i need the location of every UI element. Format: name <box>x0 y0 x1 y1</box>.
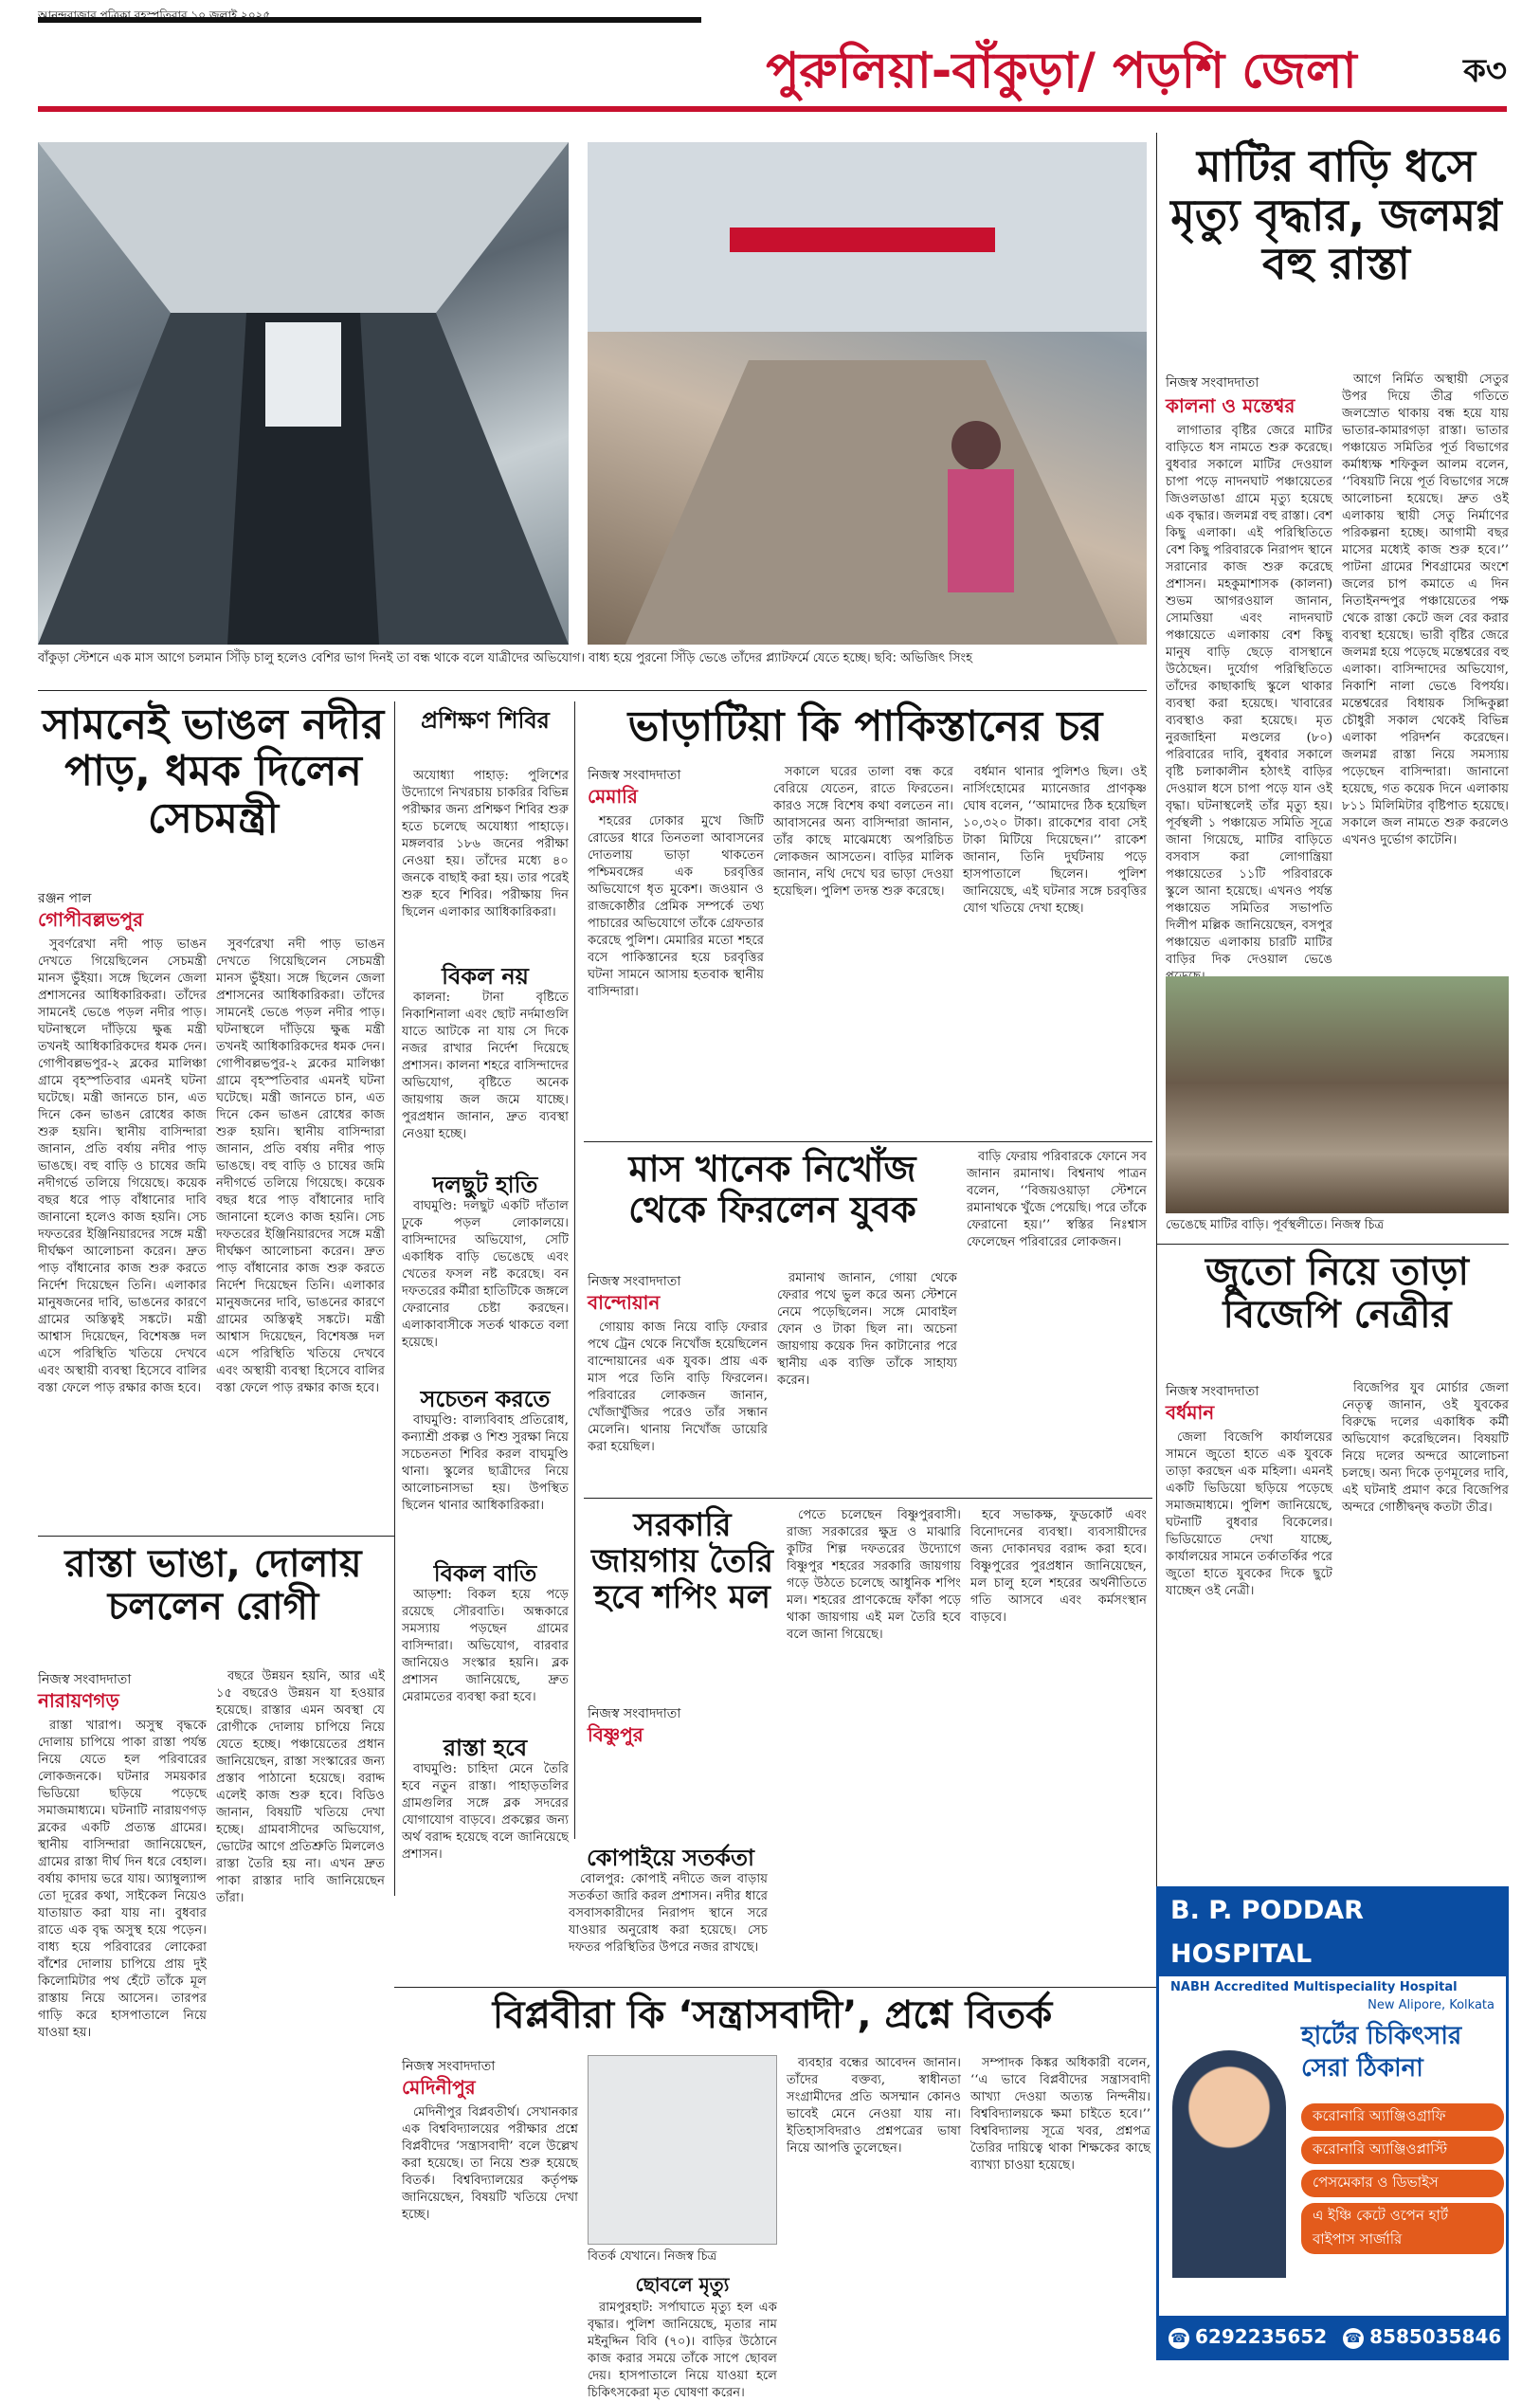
bikol-noy-brief <box>402 990 569 1166</box>
elephant-kicker: দলছুট হাতি <box>432 1172 538 1198</box>
mall-byline: নিজস্ব সংবাদদাতা <box>588 1706 681 1721</box>
mud-house-text2: আগে নির্মিত অস্থায়ী সেতুর উপর দিয়ে তীব্র গতিতে জলস্রোত থাকায় বন্ধ হয়ে যায় ভাতার-কামারগড়া রাস্তা। ভাতার পঞ্চায়েত সমিতির পূর্ত বিভাগের কর্মাধ্যক্ষ শফিকুল আলম বলেন, ‘‘বিষয়টি নিয়ে পূর্ত বিভাগের সঙ্গে আলোচনা হয়েছে। দ্রুত ওই এলাকায় স্থায়ী সেতু নির্মাণের পরিকল্পনা হচ্ছে। আগামী বছর মাসের মধ্যেই কাজ শুরু হবে।’’ পাটনা গ্রামের শিবগ্রামের অংশে জলের চাপ কমাতে এ দিন নিতাইনন্দপুর পঞ্চায়েতের পক্ষ থেকে রাস্তা কেটে জল বের করার ব্যবস্থা হয়েছে। ভারী বৃষ্টির জেরে জলমগ্ন হয়ে পড়েছে মন্তেশ্বরের বহু এলাকা। বাসিন্দাদের অভিযোগ, নিকাশি নালা ভেঙে বিপর্যয়। মন্তেশ্বরের বিধায়ক সিদ্দিকুল্লা চৌধুরী সকাল থেকেই বিভিন্ন এলাকা পরিদর্শন করেছেন। জলমগ্ন রাস্তা নিয়ে সমস্যায় পড়েছেন বাসিন্দারা। জানানো হয়েছে, গত কয়েক দিনে এলাকায় ৮১১ মিলিমিটার বৃষ্টিপাত হয়েছে। সকালে জল নামতে শুরু করলেও এখনও দুর্ভোগ কাটেনি। <box>1342 373 1509 847</box>
mall-dateline: বিষ্ণুপুর <box>588 1723 643 1746</box>
death-text: রামপুরহাট: সর্পাঘাতে মৃত্যু হল এক বৃদ্ধার। পুলিশ জানিয়েছে, মৃতার নাম মইনুদ্দিন বিবি (৭০)। বাড়ির উঠোনে কাজ করার সময়ে তাঁকে সাপে ছোবল দেয়। হাসপাতালে নিয়ে যাওয়া হলে চিকিৎসকেরা মৃত ঘোষণা করেন। <box>588 2301 777 2400</box>
revolutionary-dateline: মেদিনীপুর <box>402 2076 476 2099</box>
bikol-bati-brief <box>402 1587 569 1729</box>
phone-icon: ☎ <box>1169 2328 1189 2349</box>
kopai-text: বোলপুর: কোপাই নদীতে জল বাড়ায় সতর্কতা জারি করল প্রশাসন। নদীর ধারে বসবাসকারীদের নিরাপদ স্থানে সরে যাওয়ার অনুরোধ করা হয়েছে। সেচ দফতর পরিস্থিতির উপরে নজর রাখছে। <box>569 1872 768 1955</box>
revolutionary-col1 <box>402 2104 578 2362</box>
ad-service: এ ইঞ্চি কেটে ওপেন হার্ট বাইপাস সার্জারি <box>1301 2203 1504 2254</box>
phone-icon: ☎ <box>1343 2328 1364 2349</box>
mall-text1: পেতে চলেছেন বিষ্ণুপুরবাসী। রাজ্য সরকারের ক্ষুদ্র ও মাঝারি কুটির শিল্প দফতরের উদ্যোগে বিষ্ণুপুর শহরের সরকারি জায়গায় গড়ে উঠতে চলেছে আধুনিক শপিং মল। শহরের প্রাণকেন্দ্রে ফাঁকা পড়ে থাকা জায়গায় এই মল তৈরি হবে বলে জানা গিয়েছে। <box>787 1508 961 1642</box>
column-divider <box>394 701 395 1896</box>
awareness-brief <box>402 1412 569 1555</box>
mud-house-col2 <box>1342 372 1509 954</box>
missing-dateline: বান্দোয়ান <box>588 1291 661 1314</box>
river-headline: সামনেই ভাঙল নদীর পাড়, ধমক দিলেন সেচমন্ত্রী <box>42 701 385 843</box>
ad-service: করোনারি অ্যাঞ্জিওপ্লাস্টি <box>1301 2137 1504 2164</box>
revolutionary-headline: বিপ্লবীরা কি ‘সন্ত্রাসবাদী’, প্রশ্নে বিতর্ক <box>492 1993 1053 2037</box>
new-road-text: বাঘমুণ্ডি: চাহিদা মেনে তৈরি হবে নতুন রাস্তা। পাহাড়তলির গ্রামগুলির সঙ্গে ব্লক সদরের যোগাযোগ বাড়বে। প্রকল্পের জন্য অর্থ বরাদ্দ হয়েছে বলে জানিয়েছে প্রশাসন। <box>402 1762 569 1862</box>
revolutionary-byline: নিজস্ব সংবাদদাতা <box>402 2059 496 2074</box>
revolutionary-photo-caption: বিতর্ক যেখানে। নিজস্ব চিত্র <box>588 2249 717 2264</box>
ad-phone1[interactable]: 6292235652 <box>1195 2325 1328 2348</box>
collapsed-house-photo <box>1166 976 1509 1213</box>
ad-tagline: হার্টের চিকিৎসার সেরা ঠিকানা <box>1301 2022 1462 2083</box>
river-dateline: গোপীবল্লভপুর <box>38 908 144 931</box>
pakistan-text1: শহরের ঢোকার মুখে জিটি রোডের ধারে তিনতলা আবাসনের দোতলায় ভাড়া থাকতেন পশ্চিমবঙ্গের এক চরবৃত্তির অভিযোগে ধৃত মুকেশ। জওয়ান ও রাজকোষ্ঠীর প্রেমিক সম্পর্কে তথ্য পাচারের অভিযোগে তাঁকে গ্রেফতার করেছে পুলিশ। মেমারির মতো শহরে বসে পাকিস্তানের হয়ে চরবৃত্তির ঘটনা সামনে আসায় হতবাক স্থানীয় বাসিন্দারা। <box>588 814 764 999</box>
pakistan-dateline: মেমারি <box>588 785 638 808</box>
ad-service: পেসমেকার ও ডিভাইস <box>1301 2170 1504 2197</box>
ad-phone2[interactable]: 8585035846 <box>1369 2325 1502 2348</box>
ad-location: New Alipore, Kolkata <box>1368 1998 1495 2012</box>
bjp-headline: জুতো নিয়ে তাড়া বিজেপি নেত্রীর <box>1205 1250 1470 1337</box>
mud-house-headline: মাটির বাড়ি ধসে মৃত্যু বৃদ্ধার, জলমগ্ন বহু রাস্তা <box>1170 140 1502 290</box>
pakistan-col1 <box>588 813 764 1136</box>
road-headline: রাস্তা ভাঙা, দোলায় চললেন রোগী <box>64 1542 362 1629</box>
river-col1 <box>38 937 207 1526</box>
awareness-text: বাঘমুণ্ডি: বাল্যবিবাহ প্রতিরোধ, কন্যাশ্রী প্রকল্প ও শিশু সুরক্ষা নিয়ে সচেতনতা শিবির করল বাঘমুণ্ডি থানা। স্কুলের ছাত্রীদের নিয়ে আলোচনাসভা হয়। উপস্থিত ছিলেন থানার আধিকারিকরা। <box>402 1413 569 1513</box>
awareness-kicker: সচেতন করতে <box>420 1386 551 1412</box>
missing-text3: বাড়ি ফেরায় পরিবারকে ফোনে সব জানান রমানাথ। বিশ্বনাথ পাত্রন বলেন, ‘‘বিজয়ওয়াড়া স্টেশনে রমানাথকে খুঁজে পেয়েছি। পরে তাঁকে ফেরানো হয়।’’ স্বস্তির নিঃশ্বাস ফেলেছেন পরিবারের লোকজন। <box>967 1150 1147 1249</box>
training-brief <box>402 768 569 957</box>
missing-headline: মাস খানেক নিখোঁজ থেকে ফিরলেন যুবক <box>628 1148 916 1230</box>
mall-headline: সরকারি জায়গায় তৈরি হবে শপিং মল <box>590 1506 773 1617</box>
river-text-cont: সুবর্ণরেখা নদী পাড় ভাঙন দেখতে গিয়েছিলেন সেচমন্ত্রী মানস ভুঁইয়া। সঙ্গে ছিলেন জেলা প্রশাসনের আধিকারিকরা। তাঁদের সামনেই ভেঙে পড়ল নদীর পাড়। ঘটনাস্থলে দাঁড়িয়ে ক্ষুব্ধ মন্ত্রী তখনই আধিকারিকদের ধমক দেন। গোপীবল্লভপুর-২ ব্লকের মালিঞ্চা গ্রামে বৃহস্পতিবার এমনই ঘটনা ঘটেছে। মন্ত্রী জানতে চান, এত দিনে কেন ভাঙন রোধের কাজ শুরু হয়নি। স্থানীয় বাসিন্দারা জানান, প্রতি বর্ষায় নদীর পাড় ভাঙছে। বহু বাড়ি ও চাষের জমি নদীগর্ভে তলিয়ে গিয়েছে। কয়েক বছর ধরে পাড় বাঁধানোর দাবি জানানো হলেও কাজ হয়নি। সেচ দফতরের ইঞ্জিনিয়ারদের সঙ্গে মন্ত্রী দীর্ঘক্ষণ আলোচনা করেন। দ্রুত পাড় বাঁধানোর কাজ শুরু করতে নির্দেশ দিয়েছেন তিনি। এলাকার মানুষজনের দাবি, ভাঙনের কারণে গ্রামের অস্তিত্বই সঙ্কটে। মন্ত্রী আশ্বাস দিয়েছেন, বিশেষজ্ঞ দল এসে পরিস্থিতি খতিয়ে দেখবে এবং অস্থায়ী ব্যবস্থা হিসেবে বালির বস্তা ফেলে পাড় রক্ষার কাজ হবে। <box>216 937 385 1395</box>
divider <box>38 1536 394 1537</box>
escalator-illustration <box>38 142 569 645</box>
training-text: অযোধ্যা পাহাড়: পুলিশের উদ্যোগে নিখরচায় চাকরির বিভিন্ন পরীক্ষার জন্য প্রশিক্ষণ শিবির শুরু হতে চলেছে অযোধ্যা পাহাড়ে। মঙ্গলবার ১৮৬ জনের পরীক্ষা নেওয়া হয়। তাঁদের মধ্যে ৪০ জনকে বাছাই করা হয়। তার পরেই শুরু হবে শিবির। পরীক্ষায় দিন ছিলেন এলাকার আধিকারিকরা। <box>402 769 569 919</box>
pakistan-text3: বর্ধমান থানার পুলিশও ছিল। ওই নার্সিংহোমের ম্যানেজার প্রাণকৃষ্ণ ঘোষ বলেন, ‘‘আমাদের ঠিক হয়েছিল ১০,৩২০ টাকা। রাকেশের বাবা সেই টাকা মিটিয়ে দিয়েছেন।’’ রাকেশ জানান, তিনি দুর্ঘটনায় পড়ে হাসপাতালে ছিলেন। পুলিশ জানিয়েছে, এই ঘটনার সঙ্গে চরবৃত্তির যোগ খতিয়ে দেখা হচ্ছে। <box>963 765 1147 916</box>
bjp-text2: বিজেপির যুব মোর্চার জেলা নেতৃত্ব জানান, ওই যুবকের বিরুদ্ধে দলের একাধিক কর্মী অভিযোগ করেছিলেন। বিষয়টি নিয়ে দলের অন্দরে আলোচনা চলছে। অন্য দিকে তৃণমূলের দাবি, এই ঘটনাই প্রমাণ করে বিজেপির অন্দরে গোষ্ঠীদ্বন্দ্ব কতটা তীব্র। <box>1342 1381 1509 1515</box>
pakistan-col2 <box>773 764 953 1136</box>
river-byline: রঞ্জন পাল <box>38 891 92 906</box>
stairs-illustration <box>588 142 1147 645</box>
new-road-kicker: রাস্তা হবে <box>443 1735 528 1761</box>
page-title: পুরুলিয়া-বাঁকুড়া/ পড়শি জেলা <box>766 43 1357 100</box>
revolutionary-col2 <box>787 2055 961 2362</box>
road-text2: বছরে উন্নয়ন হয়নি, আর এই ১৫ বছরেও উন্নয়ন যা হওয়ার হয়েছে। রাস্তার এমন অবস্থা যে রোগীকে দোলায় চাপিয়ে নিয়ে যেতে হচ্ছে। পঞ্চায়েতের প্রধান জানিয়েছেন, রাস্তা সংস্কারের জন্য প্রস্তাব পাঠানো হয়েছে। বরাদ্দ এলেই কাজ শুরু হবে। বিডিও জানান, বিষয়টি খতিয়ে দেখা হচ্ছে। গ্রামবাসীদের অভিযোগ, ভোটের আগে প্রতিশ্রুতি মিললেও রাস্তা তৈরি হয় না। এখন দ্রুত পাকা রাস্তার দাবি জানিয়েছেন তাঁরা। <box>216 1669 385 1905</box>
divider <box>38 690 1147 691</box>
revolutionary-text3: সম্পাদক কিঙ্কর অধিকারী বলেন, ‘‘এ ভাবে বিপ্লবীদের সন্ত্রাসবাদী আখ্যা দেওয়া অত্যন্ত নিন্দনীয়। বিশ্ববিদ্যালয়কে ক্ষমা চাইতে হবে।’’ বিশ্ববিদ্যালয় সূত্রে খবর, প্রশ্নপত্র তৈরির দায়িত্বে থাকা শিক্ষকের কাছে ব্যাখ্যা চাওয়া হয়েছে। <box>970 2056 1150 2173</box>
ad-hospital-name: B. P. PODDAR HOSPITAL <box>1159 1889 1506 1976</box>
bjp-byline: নিজস্ব সংবাদদাতা <box>1166 1384 1259 1399</box>
column-divider <box>574 701 575 1839</box>
pakistan-text2: সকালে ঘরের তালা বন্ধ করে বেরিয়ে যেতেন, রাতে ফিরতেন। কারও সঙ্গে বিশেষ কথা বলতেন না। আবাসনের অন্য বাসিন্দারা জানান, তাঁর কাছে মাঝেমধ্যে অপরিচিত লোকজন আসতেন। বাড়ির মালিক জানান, নথি দেখে ঘর ভাড়া দেওয়া হয়েছিল। পুলিশ তদন্ত শুরু করেছে। <box>773 765 953 899</box>
missing-col2 <box>777 1270 957 1490</box>
road-col2 <box>216 1668 385 2362</box>
masthead-dateline: আনন্দবাজার পত্রিকা বৃহস্পতিবার ১০ জুলাই ২০২৫ <box>38 9 271 22</box>
escalator-photo <box>38 142 569 645</box>
masthead-rule <box>38 106 1507 112</box>
mall-col2 <box>970 1507 1147 1829</box>
elephant-brief <box>402 1198 569 1380</box>
pakistan-headline: ভাড়াটিয়া কি পাকিস্তানের চর <box>627 702 1103 751</box>
divider <box>584 1498 1152 1499</box>
death-brief <box>588 2300 777 2400</box>
elephant-text: বাঘমুণ্ডি: দলছুট একটি দাঁতাল ঢুকে পড়ল লোকালয়ে। বাসিন্দাদের অভিযোগ, সেটি একাধিক বাড়ি ভেঙেছে এবং খেতের ফসল নষ্ট করেছে। বন দফতরের কর্মীরা হাতিটিকে জঙ্গলে ফেরানোর চেষ্টা করছেন। এলাকাবাসীকে সতর্ক থাকতে বলা হয়েছে। <box>402 1199 569 1350</box>
divider <box>584 1141 1152 1142</box>
mud-house-text1: লাগাতার বৃষ্টির জেরে মাটির বাড়িতে ধস নামতে শুরু করেছে। বুধবার সকালে মাটির দেওয়াল চাপা পড়ে নাদনঘাট পঞ্চায়েতের জিওলডাঙা গ্রামে মৃত্যু হয়েছে এক বৃদ্ধার। জলমগ্ন বহু রাস্তা। বেশ কিছু এলাকা। এই পরিস্থিতিতে বেশ কিছু পরিবারকে নিরাপদ স্থানে সরানোর কাজ শুরু করেছে প্রশাসন। মহকুমাশাসক (কালনা) শুভম আগরওয়াল জানান, সোমত্তিয়া এবং নাদনঘাট পঞ্চায়েতে এলাকায় বেশ কিছু মানুষ বাড়ি ছেড়ে বাসস্থানে উঠেছেন। দুর্যোগ পরিস্থিতিতে তাঁদের কাছাকাছি স্কুলে থাকার ব্যবস্থা করা হয়েছে। খাবারের ব্যবস্থাও করা হয়েছে। মৃত নুরজাহিনা মণ্ডলের (৮০) পরিবারের দাবি, বুধবার সকালে বৃষ্টি চলাকালীন হঠাৎই বাড়ির দেওয়াল ধসে চাপা পড়ে যান ওই বৃদ্ধা। ঘটনাস্থলেই তাঁর মৃত্যু হয়। পূর্বস্থলী ১ পঞ্চায়েত সমিতি সূত্রে জানা গিয়েছে, মাটির বাড়িতে বসবাস করা লোগান্ত্রিয়া পঞ্চায়েতের ১১টি পরিবারকে স্কুলে আনা হয়েছে। এখনও পর্যন্ত পঞ্চায়েত সমিতির সভাপতি দিলীপ মল্লিক জানিয়েছেন, বসপুর পঞ্চায়েত এলাকায় চারটি মাটির বাড়ির দিক দেওয়াল ভেঙে <box>1166 424 1332 967</box>
river-text: সুবর্ণরেখা নদী পাড় ভাঙন দেখতে গিয়েছিলেন সেচমন্ত্রী মানস ভুঁইয়া। সঙ্গে ছিলেন জেলা প্রশাসনের আধিকারিকরা। তাঁদের সামনেই ভেঙে পড়ল নদীর পাড়। ঘটনাস্থলে দাঁড়িয়ে ক্ষুব্ধ মন্ত্রী তখনই আধিকারিকদের ধমক দেন। গোপীবল্লভপুর-২ ব্লকের মালিঞ্চা গ্রামে বৃহস্পতিবার এমনই ঘটনা ঘটেছে। মন্ত্রী জানতে চান, এত দিনে কেন ভাঙন রোধের কাজ শুরু হয়নি। স্থানীয় বাসিন্দারা জানান, প্রতি বর্ষায় নদীর পাড় ভাঙছে। বহু বাড়ি ও চাষের জমি নদীগর্ভে তলিয়ে গিয়েছে। কয়েক বছর ধরে পাড় বাঁধানোর দাবি জানানো হলেও কাজ হয়নি। সেচ দফতরের ইঞ্জিনিয়ারদের সঙ্গে মন্ত্রী দীর্ঘক্ষণ আলোচনা করেন। দ্রুত পাড় বাঁধানোর কাজ শুরু করতে নির্দেশ দিয়েছেন তিনি। এলাকার মানুষজনের দাবি, ভাঙনের কারণে গ্রামের অস্তিত্বই সঙ্কটে। মন্ত্রী আশ্বাস দিয়েছেন, বিশেষজ্ঞ দল এসে পরিস্থিতি খতিয়ে দেখবে এবং অস্থায়ী ব্যবস্থা হিসেবে বালির বস্তা ফেলে পাড় রক্ষার কাজ হবে। <box>38 937 207 1395</box>
ad-services <box>1301 2098 1504 2260</box>
ad-doctor-photo <box>1172 2050 1286 2278</box>
pakistan-byline: নিজস্ব সংবাদদাতা <box>588 768 681 783</box>
kopai-brief <box>569 1871 768 1975</box>
broken-stairs-photo <box>588 142 1147 645</box>
bikol-bati-kicker: বিকল বাতি <box>433 1560 537 1587</box>
bikol-noy-text: কালনা: টানা বৃষ্টিতে নিকাশিনালা এবং ছোট নর্দমাগুলি যাতে আটকে না যায় সে দিকে নজর রাখার নির্দেশ দিয়েছে প্রশাসন। কালনা শহরে বাসিন্দাদের অভিযোগ, বৃষ্টিতে অনেক জায়গায় জল জমে যাচ্ছে। পুরপ্রধান জানান, দ্রুত ব্যবস্থা নেওয়া হচ্ছে। <box>402 991 569 1141</box>
revolutionary-text2: ব্যবহার বন্ধের আবেদন জানান। তাঁদের বক্তব্য, স্বাধীনতা সংগ্রামীদের প্রতি অসম্মান কোনও ভাবেই মেনে নেওয়া যায় না। ইতিহাসবিদরাও প্রশ্নপত্রের ভাষা নিয়ে আপত্তি তুলেছেন। <box>787 2056 961 2156</box>
bikol-noy-kicker: বিকল নয় <box>442 963 529 990</box>
ad-accreditation: NABH Accredited Multispeciality Hospital <box>1170 1980 1458 1994</box>
ad-phone-bar <box>1159 2316 1506 2357</box>
river-col2 <box>216 937 385 1526</box>
missing-byline: নিজস্ব সংবাদদাতা <box>588 1274 681 1289</box>
kopai-kicker: কোপাইয়ে সতর্কতা <box>587 1845 754 1871</box>
mall-col1 <box>787 1507 961 1829</box>
lead-photo-caption: বাঁকুড়া স্টেশনে এক মাস আগে চলমান সিঁড়ি চালু হলেও বেশির ভাগ দিনই তা বন্ধ থাকে বলে যাত্রীদের অভিযোগ। বাধ্য হয়ে পুরনো সিঁড়ি ভেঙে তাঁদের প্ল্যাটফর্মে যেতে হচ্ছে। ছবি: অভিজিৎ সিংহ <box>38 651 972 665</box>
revolutionary-text1: মেদিনীপুর বিপ্লবতীর্থ। সেখানকার এক বিশ্ববিদ্যালয়ের পরীক্ষার প্রশ্নে বিপ্লবীদের ‘সন্ত্রাসবাদী’ বলে উল্লেখ করা হয়েছে। তা নিয়ে শুরু হয়েছে বিতর্ক। বিশ্ববিদ্যালয়ের কর্তৃপক্ষ জানিয়েছেন, বিষয়টি খতিয়ে দেখা হচ্ছে। <box>402 2105 578 2222</box>
page-number: ক৩ <box>1463 52 1507 90</box>
mud-house-col1 <box>1166 423 1332 967</box>
mud-house-dateline: কালনা ও মন্তেশ্বর <box>1166 394 1295 417</box>
pakistan-col3 <box>963 764 1147 1136</box>
hospital-ad[interactable] <box>1156 1886 1509 2360</box>
road-text1: রাস্তা খারাপ। অসুস্থ বৃদ্ধকে দোলায় চাপিয়ে পাকা রাস্তা পর্যন্ত নিয়ে যেতে হল পরিবারের লোকজনকে। ঘটনার সময়কার ভিডিয়ো ছড়িয়ে পড়েছে সমাজমাধ্যমে। ঘটনাটি নারায়ণগড় ব্লকের একটি প্রত্যন্ত গ্রামের। স্থানীয় বাসিন্দারা জানিয়েছেন, গ্রামের রাস্তা দীর্ঘ দিন ধরে বেহাল। বর্ষায় কাদায় ভরে যায়। অ্যাম্বুল্যান্স তো দূরের কথা, সাইকেল নিয়েও যাতায়াত করা যায় না। বুধবার রাতে এক বৃদ্ধ অসুস্থ হয়ে পড়েন। বাধ্য হয়ে পরিবারের লোকেরা বাঁশের দোলায় চাপিয়ে প্রায় দুই কিলোমিটার পথ হেঁটে তাঁকে মূল রাস্তায় নিয়ে আসেন। তারপর গাড়ি করে হাসপাতালে নিয়ে যাওয়া হয়। <box>38 1719 207 2040</box>
training-kicker: প্রশিক্ষণ শিবির <box>421 707 550 734</box>
question-paper-photo <box>588 2055 777 2245</box>
road-col1 <box>38 1718 207 2362</box>
bjp-text1: জেলা বিজেপি কার্যালয়ের সামনে জুতো হাতে এক যুবকে তাড়া করছেন এক মহিলা। এমনই একটি ভিডিয়ো ছড়িয়ে পড়েছে সমাজমাধ্যমে। পুলিশ জানিয়েছে, ঘটনাটি বুধবার বিকেলের। ভিডিয়োতে দেখা যাচ্ছে, কার্যালয়ের সামনে তর্কাতর্কির পরে জুতো হাতে যুবকের দিকে ছুটে যাচ্ছেন ওই নেত্রী। <box>1166 1430 1332 1598</box>
bjp-col1 <box>1166 1429 1332 1865</box>
divider <box>1156 1244 1509 1245</box>
bjp-dateline: বর্ধমান <box>1166 1401 1215 1424</box>
death-kicker: ছোবলে মৃত্যু <box>635 2273 730 2296</box>
missing-col1 <box>588 1319 768 1490</box>
missing-text1: গোয়ায় কাজ নিয়ে বাড়ি ফেরার পথে ট্রেন থেকে নিখোঁজ হয়েছিলেন বান্দোয়ানের এক যুবক। প্রায় এক মাস পরে তিনি বাড়ি ফিরলেন। পরিবারের লোকজন জানান, খোঁজাখুঁজির পরেও তাঁর সন্ধান মেলেনি। থানায় নিখোঁজ ডায়েরি করা হয়েছিল। <box>588 1320 768 1454</box>
mud-house-photo-caption: ভেঙেছে মাটির বাড়ি। পূর্বস্থলীতে। নিজস্ব চিত্র <box>1166 1218 1385 1232</box>
new-road-brief <box>402 1761 569 1875</box>
mall-text2: হবে সভাকক্ষ, ফুডকোর্ট এবং বিনোদনের ব্যবস্থা। ব্যবসায়ীদের জন্য দোকানঘর বরাদ্দ করা হবে। বিষ্ণুপুরের পুরপ্রধান জানিয়েছেন, মল চালু হলে শহরের অর্থনীতিতে গতি আসবে এবং কর্মসংস্থান বাড়বে। <box>970 1508 1147 1625</box>
revolutionary-col3 <box>970 2055 1150 2362</box>
bjp-col2 <box>1342 1380 1509 1865</box>
road-dateline: নারায়ণগড় <box>38 1689 119 1712</box>
bikol-bati-text: আড়শা: বিকল হয়ে পড়ে রয়েছে সৌরবাতি। অন্ধকারে সমস্যায় পড়ছেন গ্রামের বাসিন্দারা। অভিযোগ, বারবার জানিয়েও সংস্কার হয়নি। ব্লক প্রশাসন জানিয়েছে, দ্রুত মেরামতের ব্যবস্থা করা হবে। <box>402 1588 569 1704</box>
mud-house-byline: নিজস্ব সংবাদদাতা <box>1166 375 1259 391</box>
ad-service: করোনারি অ্যাঞ্জিওগ্রাফি <box>1301 2103 1504 2131</box>
road-byline: নিজস্ব সংবাদদাতা <box>38 1672 132 1687</box>
missing-col3 <box>967 1149 1147 1490</box>
divider <box>394 1987 1156 1988</box>
column-divider <box>1156 133 1157 1915</box>
missing-text2: রমানাথ জানান, গোয়া থেকে ফেরার পথে ভুল করে অন্য স্টেশনে নেমে পড়েছিলেন। সঙ্গে মোবাইল ফোন ও টাকা ছিল না। অচেনা জায়গায় কয়েক দিন কাটানোর পরে স্থানীয় এক ব্যক্তি তাঁকে সাহায্য করেন। <box>777 1271 957 1388</box>
